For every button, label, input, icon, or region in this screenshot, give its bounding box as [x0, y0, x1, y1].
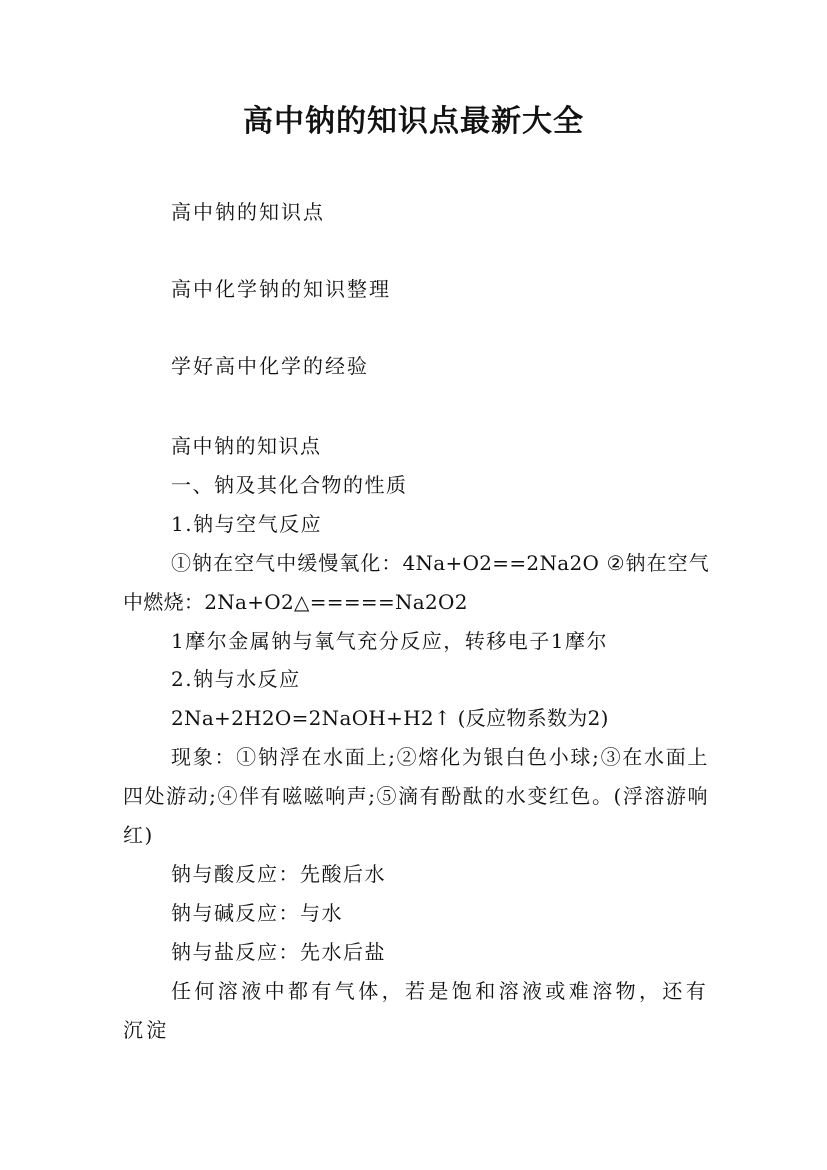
section-subheading: 一、钠及其化合物的性质: [171, 472, 408, 497]
document-body: [123, 427, 709, 1050]
toc-item: 高中钠的知识点: [171, 200, 325, 224]
paragraph: 钠与碱反应：与水: [171, 900, 343, 925]
document-title: 高中钠的知识点最新大全: [243, 104, 584, 139]
paragraph: ①钠在空气中缓慢氧化：4Na+O2==2Na2O ②钠在空气中燃烧：2Na+O2△=====Na2O2: [123, 550, 709, 614]
paragraph: 1摩尔金属钠与氧气充分反应，转移电子1摩尔: [171, 628, 608, 653]
paragraph: 钠与酸反应：先酸后水: [171, 861, 386, 886]
topic-heading: 2.钠与水反应: [171, 667, 301, 692]
toc-item: 学好高中化学的经验: [171, 354, 369, 378]
toc-item: 高中化学钠的知识整理: [171, 277, 391, 301]
paragraph: 任何溶液中都有气体，若是饱和溶液或难溶物，还有沉淀: [123, 978, 709, 1042]
paragraph: 钠与盐反应：先水后盐: [171, 939, 386, 964]
topic-heading: 1.钠与空气反应: [171, 511, 323, 536]
paragraph: 2Na+2H2O=2NaOH+H2↑ (反应物系数为2): [171, 706, 609, 731]
paragraph: 现象：①钠浮在水面上;②熔化为银白色小球;③在水面上四处游动;④伴有嗞嗞响声;⑤滴有酚酞的水变红色。(浮溶游响红): [123, 745, 709, 848]
section-heading: 高中钠的知识点: [171, 434, 322, 458]
